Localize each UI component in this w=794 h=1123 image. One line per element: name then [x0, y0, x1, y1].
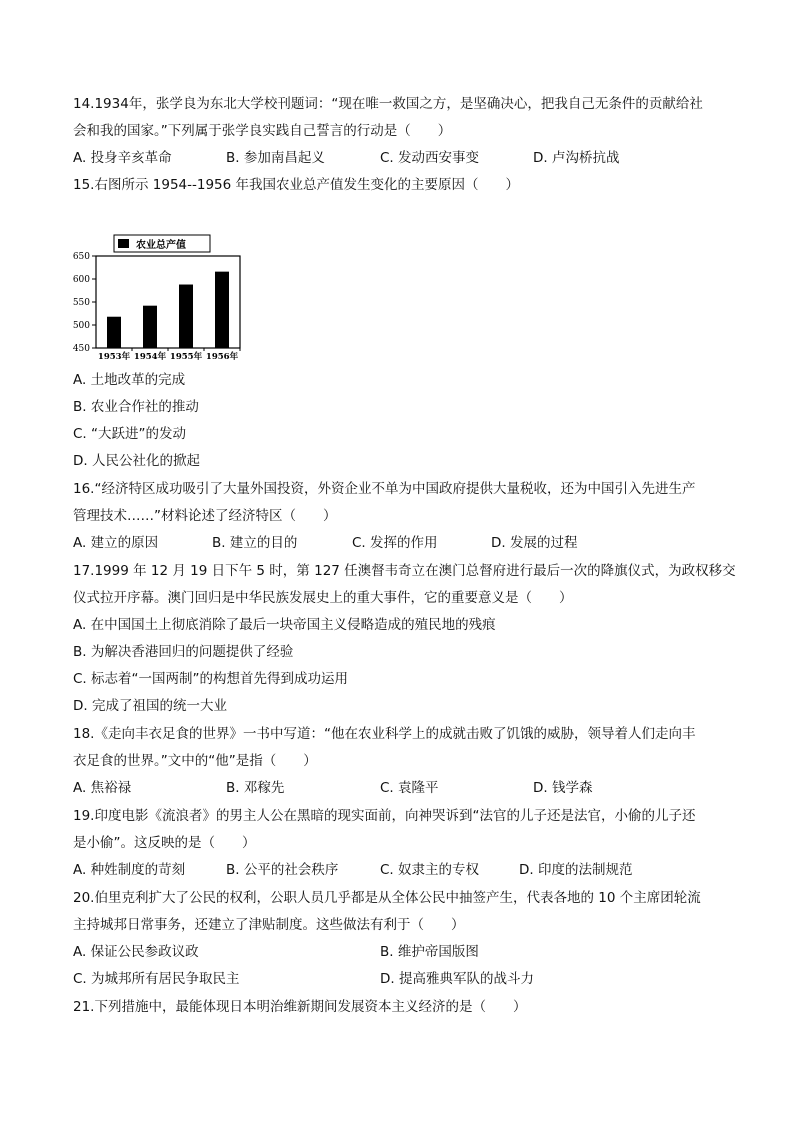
q14-option-a: A. 投身辛亥革命 — [73, 150, 172, 166]
y-tick-label-3: 500 — [72, 321, 90, 331]
bar-0 — [107, 317, 121, 348]
q19-option-a: A. 种姓制度的苛刻 — [73, 862, 186, 878]
q17-text-line1: 17.1999 年 12 月 19 日下午 5 时，第 127 任澳督韦奇立在澳门总督府进行最后一次的降旗仪式，为政权移交 — [73, 563, 736, 579]
q16-text-line2: 管理技术……”材料论述了经济特区（ ） — [73, 508, 337, 524]
q16-option-d: D. 发展的过程 — [491, 535, 578, 551]
q16-option-a: A. 建立的原因 — [73, 535, 159, 551]
q19-text-line2: 是小偷”。这反映的是（ ） — [73, 835, 256, 851]
q18-option-d: D. 钱学森 — [533, 780, 593, 796]
y-tick-label-4: 450 — [72, 344, 90, 354]
q15-option-b: B. 农业合作社的推动 — [73, 399, 199, 415]
q18-text-line1: 18.《走向丰衣足食的世界》一书中写道：“他在农业科学上的成就击败了饥饿的威胁，领导着人们走向丰 — [73, 726, 696, 742]
q14-text-line2: 会和我的国家。”下列属于张学良实践自己誓言的行动是（ ） — [73, 123, 452, 139]
q18-option-c: C. 袁隆平 — [380, 780, 439, 796]
y-tick-label-1: 600 — [72, 275, 90, 285]
x-tick-label-3: 1956年 — [205, 352, 239, 362]
chart-legend — [114, 235, 210, 252]
q20-option-b: B. 维护帝国版图 — [380, 944, 479, 960]
y-tick-label-2: 550 — [72, 298, 90, 308]
q18-text-line2: 衣足食的世界。”文中的“他”是指（ ） — [73, 753, 317, 769]
q14-option-b: B. 参加南昌起义 — [226, 150, 325, 166]
q16-text-line1: 16.“经济特区成功吸引了大量外国投资，外资企业不单为中国政府提供大量税收，还为中国引入先进生产 — [73, 481, 696, 497]
q21-text-line1: 21.下列措施中，最能体现日本明治维新期间发展资本主义经济的是（ ） — [73, 999, 527, 1015]
q17-option-b: B. 为解决香港回归的问题提供了经验 — [73, 644, 294, 660]
q18-option-a: A. 焦裕禄 — [73, 780, 132, 796]
q20-text-line1: 20.伯里克利扩大了公民的权利，公职人员几乎都是从全体公民中抽签产生，代表各地的 10 个主席团轮流 — [73, 890, 701, 906]
x-tick-label-0: 1953年 — [97, 352, 131, 362]
q15-option-d: D. 人民公社化的掀起 — [73, 453, 200, 469]
q16-option-b: B. 建立的目的 — [212, 535, 298, 551]
agri-output-bar-chart — [70, 230, 250, 362]
q15-option-c: C. “大跃进”的发动 — [73, 426, 186, 442]
q19-text-line1: 19.印度电影《流浪者》的男主人公在黑暗的现实面前，向神哭诉到“法官的儿子还是法官，小偷的儿子还 — [73, 808, 696, 824]
q17-option-c: C. 标志着“一国两制”的构想首先得到成功运用 — [73, 671, 348, 687]
legend-label: 农业总产值 — [136, 240, 186, 251]
q14-option-c: C. 发动西安事变 — [380, 150, 480, 166]
q20-text-line2: 主持城邦日常事务，还建立了津贴制度。这些做法有利于（ ） — [73, 917, 465, 933]
x-tick-label-2: 1955年 — [169, 352, 203, 362]
y-tick-label-0: 650 — [72, 252, 90, 262]
q17-text-line2: 仪式拉开序幕。澳门回归是中华民族发展史上的重大事件，它的重要意义是（ ） — [73, 590, 573, 606]
q20-option-d: D. 提高雅典军队的战斗力 — [380, 971, 534, 987]
q20-option-a: A. 保证公民参政议政 — [73, 944, 199, 960]
q19-option-c: C. 奴隶主的专权 — [380, 862, 480, 878]
q17-option-a: A. 在中国国土上彻底消除了最后一块帝国主义侵略造成的殖民地的残痕 — [73, 617, 496, 633]
q14-option-d: D. 卢沟桥抗战 — [533, 150, 620, 166]
q20-option-c: C. 为城邦所有居民争取民主 — [73, 971, 240, 987]
bar-1 — [143, 306, 157, 348]
q15-text-line1: 15.右图所示 1954--1956 年我国农业总产值发生变化的主要原因（ ） — [73, 177, 520, 193]
q18-option-b: B. 邓稼先 — [226, 780, 285, 796]
q19-option-d: D. 印度的法制规范 — [519, 862, 633, 878]
q17-option-d: D. 完成了祖国的统一大业 — [73, 698, 227, 714]
q19-option-b: B. 公平的社会秩序 — [226, 862, 339, 878]
bar-3 — [215, 272, 229, 348]
q15-option-a: A. 土地改革的完成 — [73, 372, 186, 388]
q14-text-line1: 14.1934年，张学良为东北大学校刊题词：“现在唯一救国之方，是坚确决心，把我自己无条件的贡献给社 — [73, 96, 703, 112]
x-tick-label-1: 1954年 — [133, 352, 167, 362]
q16-option-c: C. 发挥的作用 — [352, 535, 438, 551]
legend-swatch — [118, 239, 129, 248]
bar-2 — [179, 285, 193, 348]
